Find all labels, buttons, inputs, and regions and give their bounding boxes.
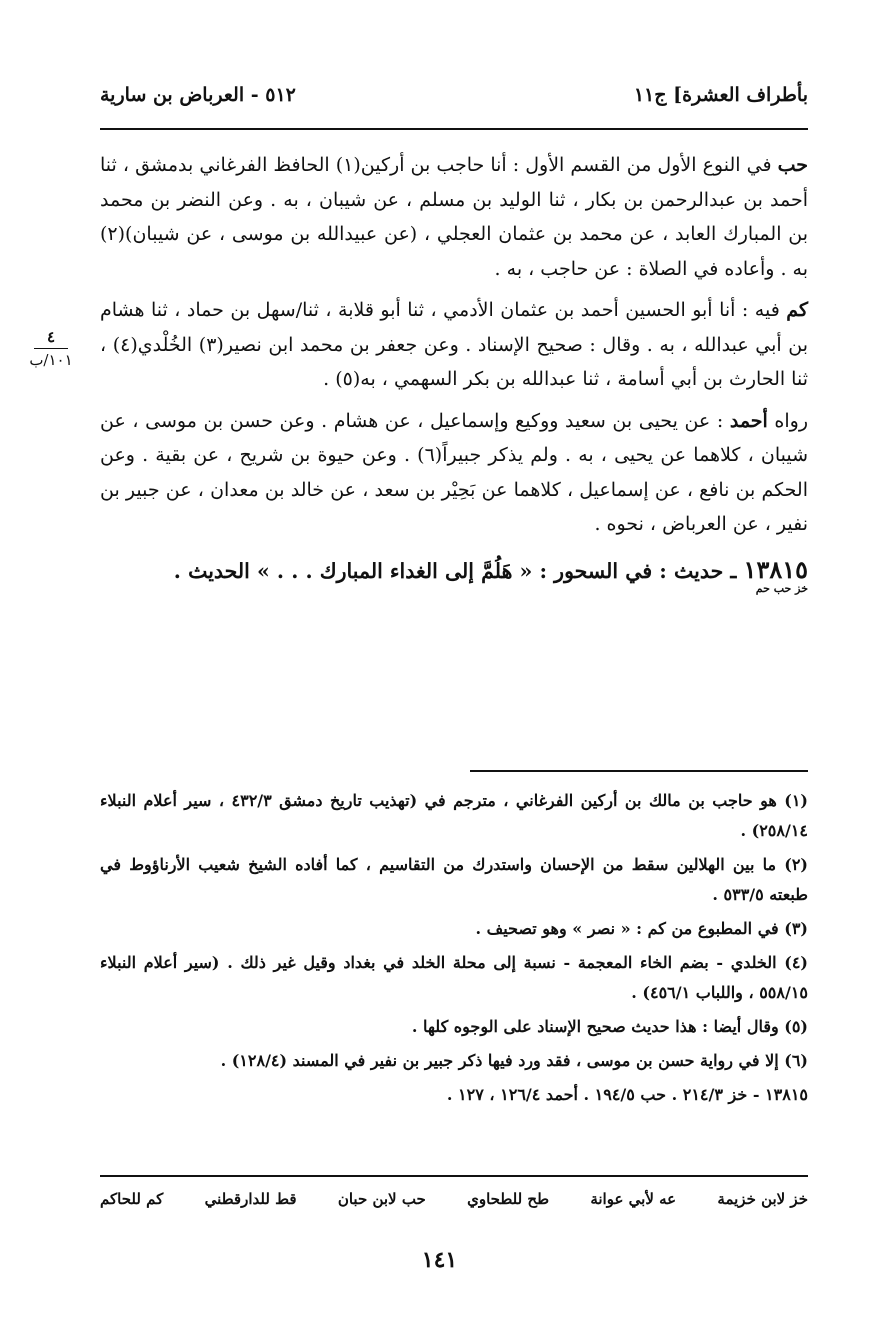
hadith-heading (100, 552, 808, 594)
footnote-hadith-sources: ١٣٨١٥ - خز ٢١٤/٣ . حب ١٩٤/٥ . أحمد ١٢٦/٤ ، ١٢٧ . (446, 1085, 808, 1104)
footnotes (100, 786, 808, 1114)
abbreviation-item: خز لابن خزيمة (717, 1190, 808, 1208)
paragraph-text: : عن يحيى بن سعيد ووكيع وإسماعيل ، عن هشام . وعن حسن بن موسى ، عن شيبان ، كلاهما عن يحيى ، به . ولم يذكر جبيراً(٦) . وعن حيوة بن شريح ، عن بقية . وعن الحكم بن نافع ، عن إسماعيل ، كلاهما عن بَحِيْر بن سعد ، عن خالد بن معدان ، عن جبير بن نفير ، عن العرباض ، نحوه . (100, 409, 809, 535)
header-book-title: بأطراف العشرة] ج١١ (633, 84, 808, 106)
abbreviation-item: حب لابن حبان (337, 1190, 426, 1208)
abbreviations-key (100, 1190, 808, 1208)
abbreviation-item: كم للحاكم (100, 1190, 164, 1208)
abbreviation-item: قط للدارقطني (204, 1190, 297, 1208)
page-number: ١٤١ (421, 1247, 458, 1273)
source-siglum: كم (786, 299, 808, 321)
paragraph-prefix: رواه (767, 409, 809, 432)
footnote-rule (470, 770, 808, 772)
paragraph-hibban (100, 148, 808, 286)
footnote-1: (١) هو حاجب بن مالك بن أركين الفرغاني ، مترجم في (تهذيب تاريخ دمشق ٤٣٢/٣ ، سير أعلام النبلاء ٢٥٨/١٤) . (100, 791, 808, 840)
footnote-2: (٢) ما بين الهلالين سقط من الإحسان واستدرك من التقاسيم ، كما أفاده الشيخ شعيب الأرناؤوط في طبعته ٥٣٣/٥ . (100, 855, 808, 904)
main-text (100, 148, 808, 601)
page-header (100, 84, 808, 124)
footnote-4: (٤) الخلدي - بضم الخاء المعجمة - نسبة إلى محلة الخلد في بغداد وقيل غير ذلك . (سير أعلام النبلاء ٥٥٨/١٥ ، واللباب ٤٥٦/١) . (100, 953, 808, 1002)
abbreviation-item: عه لأبي عوانة (590, 1190, 677, 1208)
margin-note-volume: ٤ (46, 328, 56, 346)
abbreviation-item: طح للطحاوي (467, 1190, 550, 1208)
paragraph-hakim (100, 293, 808, 397)
source-siglum: حب (777, 154, 808, 176)
footnote-5: (٥) وقال أيضا : هذا حديث صحيح الإسناد على الوجوه كلها . (411, 1017, 808, 1036)
hadith-sigla: خز حب حم (755, 581, 808, 595)
margin-note (18, 328, 84, 369)
margin-note-divider (34, 348, 68, 349)
hadith-number: ١٣٨١٥ (743, 554, 808, 584)
footnote-6: (٦) إلا في رواية حسن بن موسى ، فقد ورد فيها ذكر جبير بن نفير في المسند (١٢٨/٤) . (220, 1051, 808, 1070)
footnote-3: (٣) في المطبوع من كم : « نصر » وهو تصحيف . (475, 919, 808, 938)
paragraph-text: فيه : أنا أبو الحسين أحمد بن عثمان الأدمي ، ثنا أبو قلابة ، ثنا/سهل بن حماد ، ثنا هشام بن أبي عبدالله ، به . وقال : صحيح الإسناد . وعن جعفر بن محمد ابن نصير(٣) الخُلْدي(٤) ، ثنا الحارث بن أبي أسامة ، ثنا عبدالله بن بكر السهمي ، به(٥) . (100, 299, 808, 390)
paragraph-text: في النوع الأول من القسم الأول : أنا حاجب بن أركين(١) الحافظ الفرغاني بدمشق ، ثنا أحمد بن عبدالرحمن بن بكار ، ثنا الوليد بن مسلم ، عن شيبان ، به . وعن النضر بن محمد بن المبارك العابد ، عن محمد بن عثمان العجلي ، (عن عبيدالله بن موسى ، عن شيبان)(٢) به . وأعاده في الصلاة : عن حاجب ، به . (100, 154, 808, 280)
paragraph-ahmad (100, 404, 808, 542)
header-chapter-title: ٥١٢ - العرباض بن سارية (100, 84, 296, 106)
source-siglum: أحمد (729, 409, 768, 432)
hadith-text: ـ حديث : في السحور : « هَلُمَّ إلى الغداء المبارك . . . » الحديث . (173, 558, 744, 583)
header-rule (100, 128, 808, 130)
margin-note-folio: ١٠١/ب (29, 351, 73, 369)
abbreviations-rule (100, 1175, 808, 1177)
